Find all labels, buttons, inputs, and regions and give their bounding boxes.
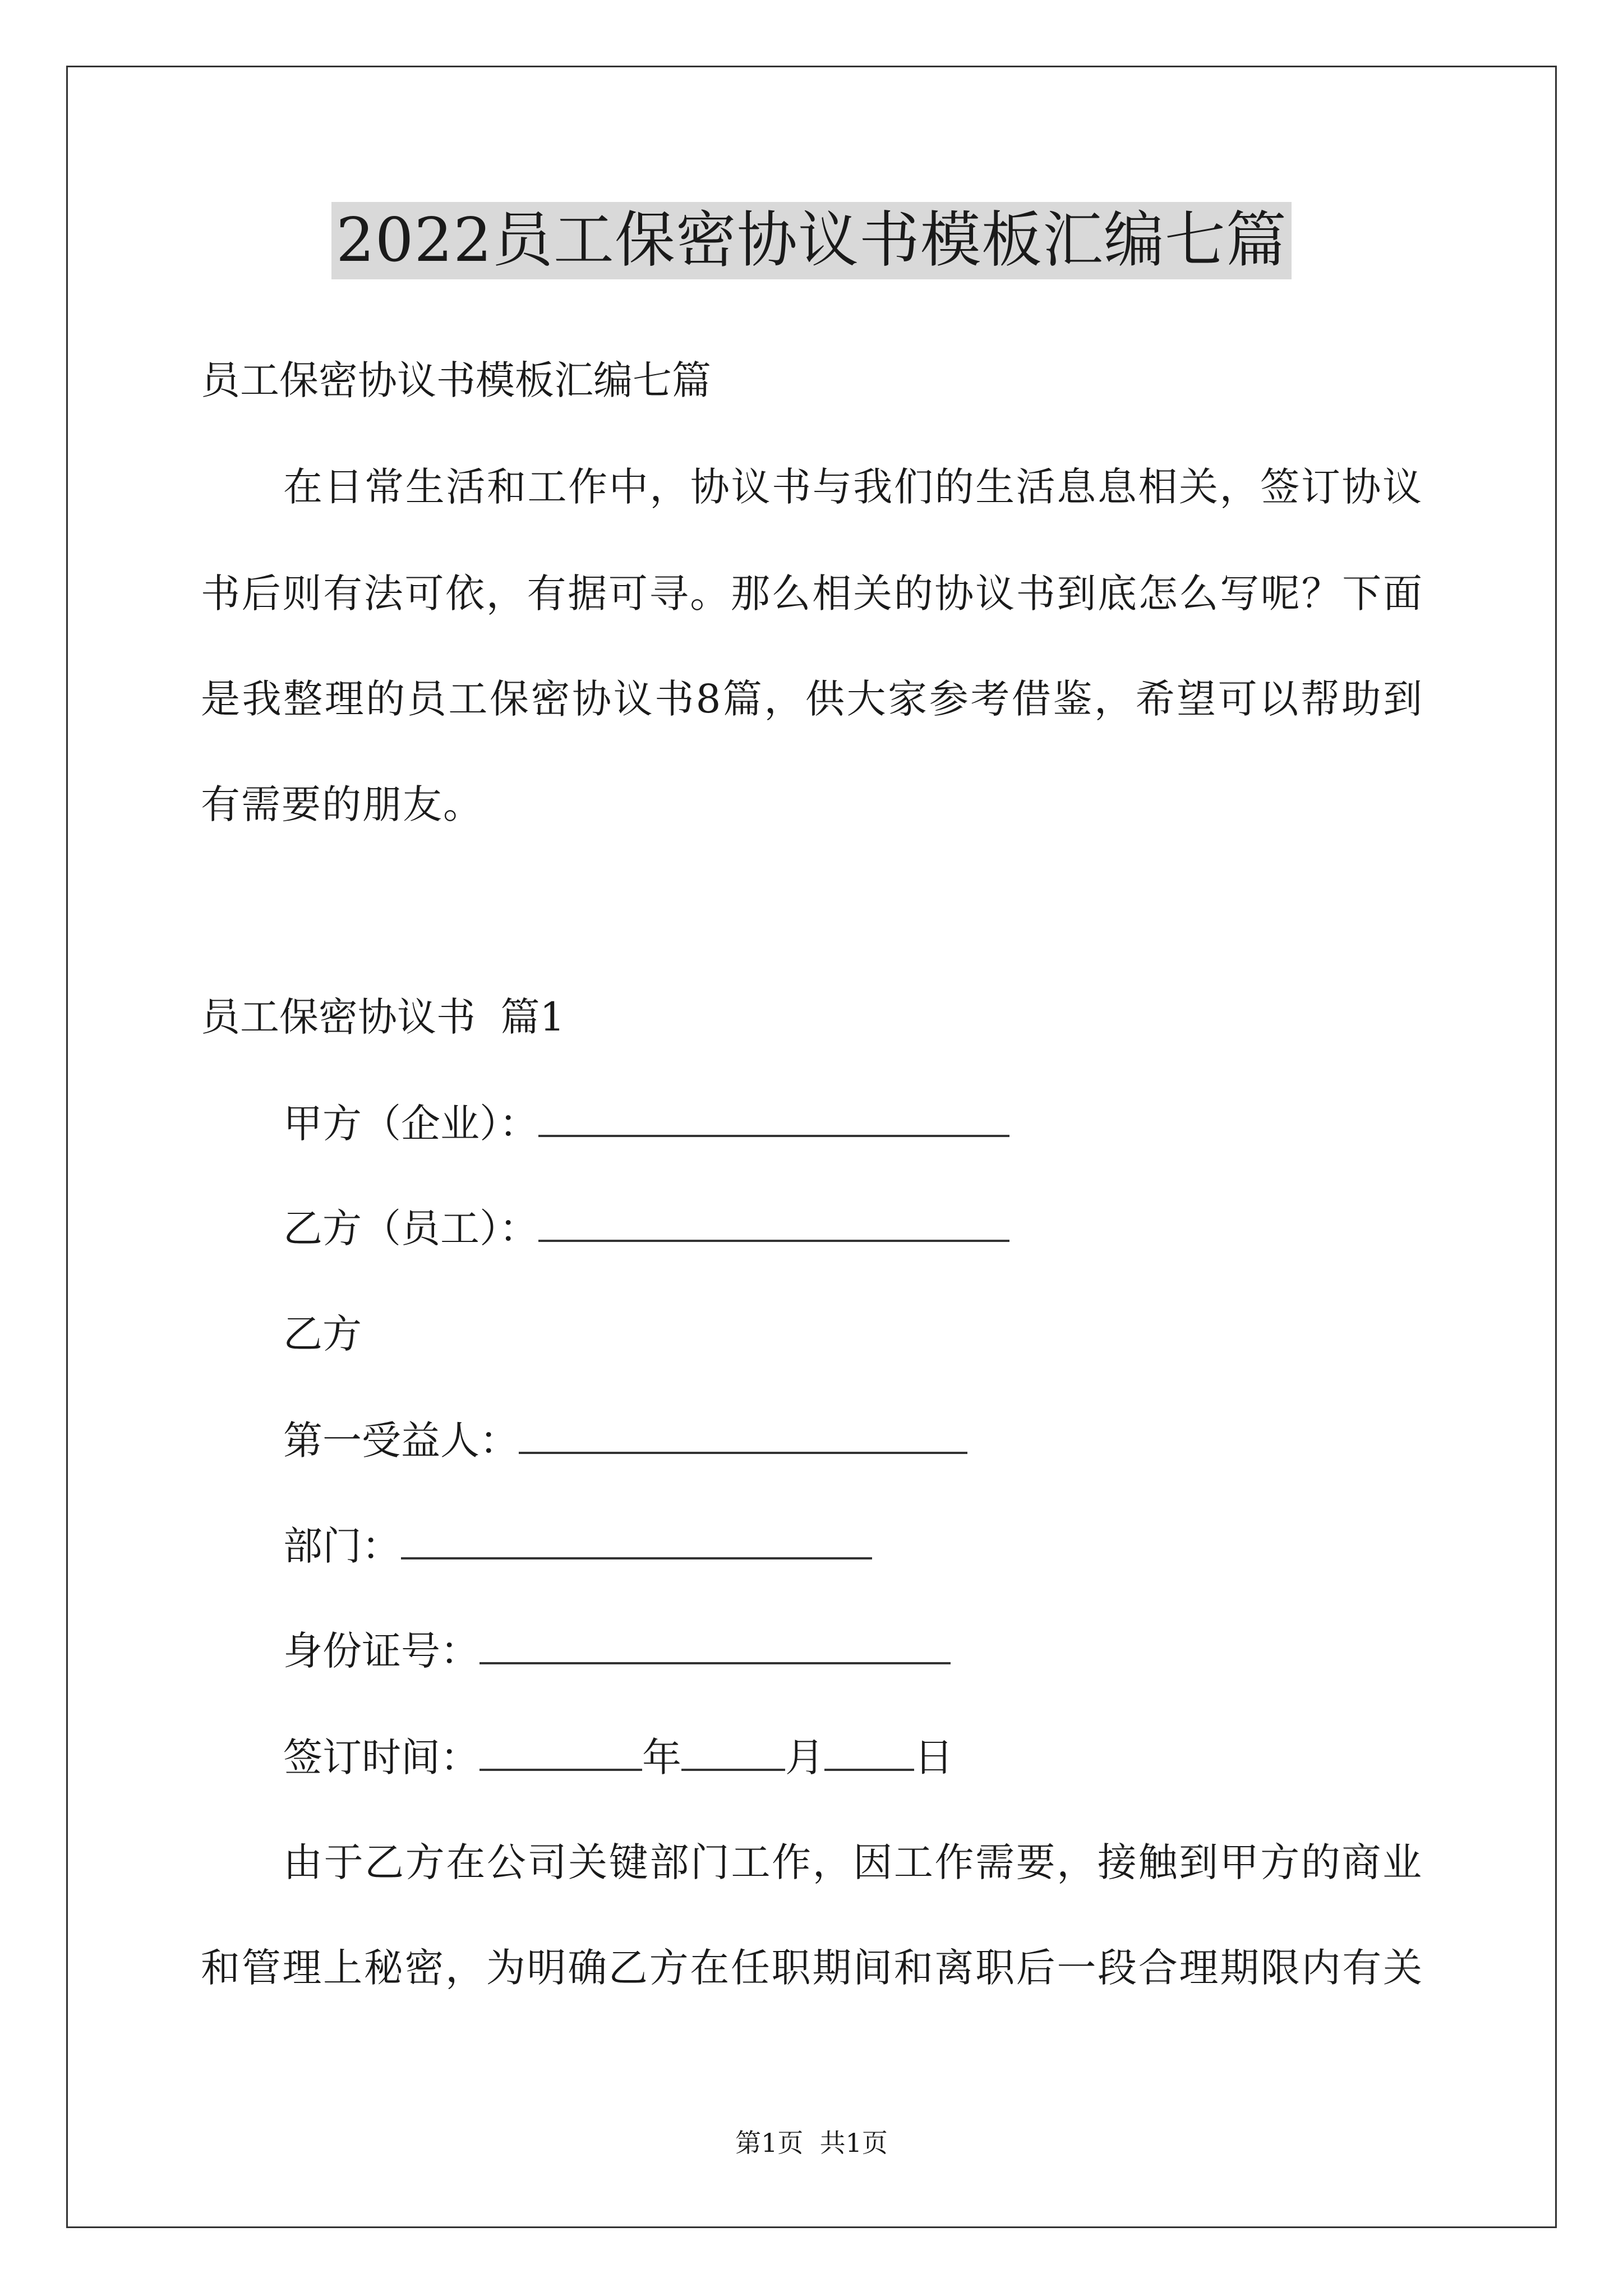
body-line-1: 由于乙方在公司关键部门工作，因工作需要，接触到甲方的商业 xyxy=(283,1839,1423,1885)
section-heading: 员工保密协议书 篇1 xyxy=(201,994,565,1040)
department-label: 部门： xyxy=(283,1523,401,1569)
party-b-row xyxy=(283,1202,1009,1255)
id-number-blank xyxy=(479,1628,951,1664)
party-a-blank xyxy=(538,1101,1009,1137)
sign-time-label: 签订时间： xyxy=(283,1734,479,1780)
beneficiary-label: 第一受益人： xyxy=(283,1418,519,1464)
year-label: 年 xyxy=(642,1734,681,1780)
id-number-row xyxy=(283,1624,951,1678)
document-title: 2022员工保密协议书模板汇编七篇 xyxy=(331,202,1292,279)
day-label: 日 xyxy=(914,1734,953,1780)
party-a-row xyxy=(283,1097,1009,1151)
intro-line-2: 书后则有法可依，有据可寻。那么相关的协议书到底怎么写呢？下面 xyxy=(201,570,1423,616)
intro-line-1: 在日常生活和工作中，协议书与我们的生活息息相关，签订协议 xyxy=(283,464,1423,510)
day-blank xyxy=(824,1735,914,1771)
title-container xyxy=(0,202,1623,279)
sign-time-row xyxy=(283,1731,953,1784)
beneficiary-row xyxy=(283,1414,967,1467)
party-b-short: 乙方 xyxy=(283,1311,362,1357)
intro-line-3: 是我整理的员工保密协议书8篇，供大家参考借鉴，希望可以帮助到 xyxy=(201,676,1423,722)
month-blank xyxy=(681,1735,785,1771)
party-a-label: 甲方（企业）： xyxy=(283,1101,538,1147)
month-label: 月 xyxy=(785,1734,824,1780)
id-number-label: 身份证号： xyxy=(283,1628,479,1674)
department-row xyxy=(283,1519,872,1573)
beneficiary-blank xyxy=(519,1418,967,1454)
year-blank xyxy=(479,1735,642,1771)
page-footer: 第1页 共1页 xyxy=(735,2128,888,2158)
party-b-blank xyxy=(538,1206,1009,1242)
body-line-2: 和管理上秘密，为明确乙方在任职期间和离职后一段合理期限内有关 xyxy=(201,1945,1423,1991)
intro-line-4: 有需要的朋友。 xyxy=(201,781,483,827)
document-subtitle: 员工保密协议书模板汇编七篇 xyxy=(201,357,711,403)
party-b-label: 乙方（员工）： xyxy=(283,1205,538,1251)
department-blank xyxy=(401,1524,872,1559)
